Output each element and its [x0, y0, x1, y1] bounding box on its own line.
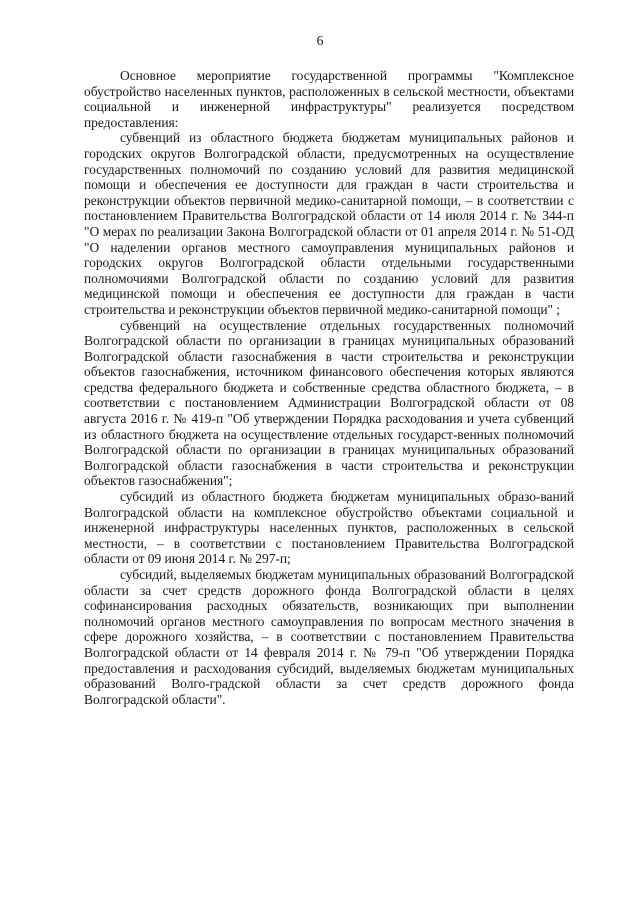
paragraph-intro: Основное мероприятие государственной программы "Комплексное обустройство населенных пунктов, расположенных в сельской местности, объектами социальной и инженерной инфраструктуры" реализуется посредством предоставления: [84, 68, 574, 130]
paragraph-subsidies-road: субсидий, выделяемых бюджетам муниципальных образований Волгоградской области за счет средств дорожного фонда Волгоградской области в целях софинансирования расходных обязательств, возникающих при выполнении полномочий органов местного самоуправления по вопросам местного значения в сфере дорожного хозяйства, – в соответствии с постановлением Правительства Волгоградской области от 14 февраля 2014 г. № 79-п "Об утверждении Порядка предоставления и расходования субсидий, выделяемых бюджетам муниципальных образований Волго-градской области за счет средств дорожного фонда Волгоградской области". [84, 567, 574, 707]
page-number: 6 [316, 33, 324, 48]
paragraph-subventions-gas: субвенций на осуществление отдельных государственных полномочий Волгоградской области по организации в границах муниципальных образований Волгоградской области газоснабжения в части строительства и реконструкции объектов газоснабжения, источником финансового обеспечения которых являются средства федерального бюджета и собственные средства областного бюджета, – в соответствии с постановлением Администрации Волгоградской области от 08 августа 2016 г. № 419-п "Об утверждении Порядка расходования и учета субвенций из областного бюджета на осуществление отдельных государст-венных полномочий Волгоградской области по организации в границах муниципальных образований Волгоградской области газоснабжения в части строительства и реконструкции объектов газоснабжения"; [84, 317, 574, 489]
document-body [84, 68, 574, 707]
paragraph-subsidies-rural: субсидий из областного бюджета бюджетам муниципальных образо-ваний Волгоградской области на комплексное обустройство объектами социальной и инженерной инфраструктуры населенных пунктов, расположенных в сельской местности, – в соответствии с постановлением Правительства Волгоградской области от 09 июня 2014 г. № 297-п; [84, 489, 574, 567]
paragraph-subventions-medical: субвенций из областного бюджета бюджетам муниципальных районов и городских округов Волгоградской области, предусмотренных на осуществление государственных полномочий по созданию условий для развития медицинской помощи и обеспечения ее доступности для граждан в части строительства и реконструкции объектов первичной медико-санитарной помощи, – в соответствии с постановлением Правительства Волгоградской области от 14 июля 2014 г. № 344-п "О мерах по реализации Закона Волгоградской области от 01 апреля 2014 г. № 51-ОД "О наделении органов местного самоуправления муниципальных районов и городских округов Волгоградской области отдельными государственными полномочиями Волгоградской области по созданию условий для развития медицинской помощи и обеспечения ее доступности для граждан в части строительства и реконструкции объектов первичной медико-санитарной помощи" ; [84, 130, 574, 317]
